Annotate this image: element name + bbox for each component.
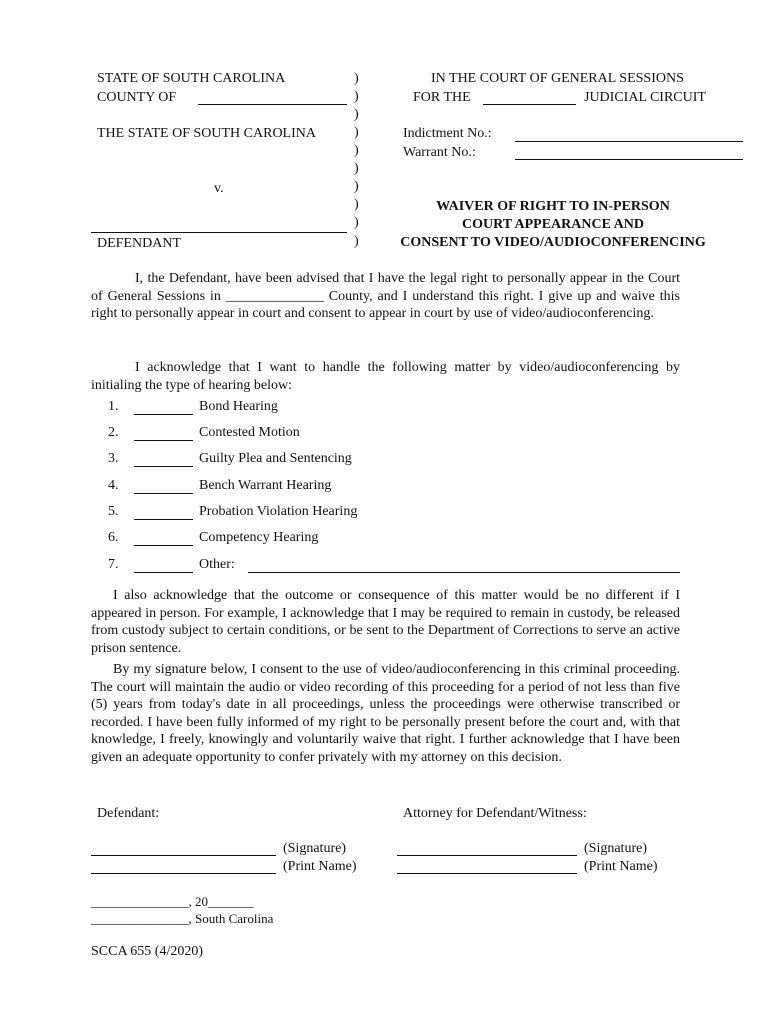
signature-caption: (Signature) bbox=[283, 841, 346, 856]
place-field[interactable]: _______________, South Carolina bbox=[91, 911, 274, 926]
list-item bbox=[108, 399, 688, 417]
list-item bbox=[108, 425, 688, 443]
defendant-signature-heading: Defendant: bbox=[97, 806, 160, 821]
list-item bbox=[108, 530, 688, 548]
attorney-print-name-field[interactable] bbox=[397, 873, 577, 874]
paren: ) bbox=[354, 71, 359, 86]
item-number: 4. bbox=[108, 478, 119, 493]
circuit-field[interactable] bbox=[483, 104, 576, 105]
item-number: 5. bbox=[108, 504, 119, 519]
paren: ) bbox=[354, 107, 359, 122]
date-field[interactable]: _______________, 20_______ bbox=[91, 894, 254, 909]
hearing-label: Guilty Plea and Sentencing bbox=[199, 451, 352, 466]
paren: ) bbox=[354, 179, 359, 194]
initial-field[interactable] bbox=[134, 519, 193, 520]
defendant-signature-field[interactable] bbox=[91, 855, 276, 856]
paragraph-1-part-a: I, the Defendant, have been advised that I have the legal right to personally appear in the Court of General Sessions in bbox=[91, 271, 680, 304]
paragraph-1-part-b: County, and I understand this right. I give up and waive this right to personally appear in court and consent to appear in court by use of video/audioconferencing. bbox=[91, 288, 680, 322]
paren: ) bbox=[354, 143, 359, 158]
initial-field[interactable] bbox=[134, 414, 193, 415]
hearing-label: Other: bbox=[199, 557, 235, 572]
versus-label: v. bbox=[214, 181, 224, 196]
paragraph-4-text: By my signature below, I consent to the use of video/audioconferencing in this criminal proceeding. The court will maintain the audio or video recording of this proceeding for a period of not less than five (5) years from today's date in all proceedings, unless the proceedings were otherwise transcribed or recorded. I have been fully informed of my right to be personally present before the court and, with that knowledge, I freely, knowingly and voluntarily waive that right. I further acknowledge that I have been given an adequate opportunity to confer privately with my attorney on this decision. bbox=[91, 662, 680, 765]
paren: ) bbox=[354, 89, 359, 104]
initial-field[interactable] bbox=[134, 440, 193, 441]
hearing-label: Contested Motion bbox=[199, 425, 300, 440]
indictment-field[interactable] bbox=[515, 141, 743, 142]
paren: ) bbox=[354, 215, 359, 230]
circuit-label: JUDICIAL CIRCUIT bbox=[584, 90, 706, 105]
title-line-2: COURT APPEARANCE AND bbox=[461, 217, 645, 232]
hearing-label: Bond Hearing bbox=[199, 399, 278, 414]
paren: ) bbox=[354, 234, 359, 249]
hearing-label: Competency Hearing bbox=[199, 530, 319, 545]
other-hearing-field[interactable] bbox=[248, 572, 680, 573]
print-name-caption: (Print Name) bbox=[584, 859, 658, 874]
item-number: 3. bbox=[108, 451, 119, 466]
county-label: COUNTY OF bbox=[97, 90, 177, 105]
initial-field[interactable] bbox=[134, 493, 193, 494]
paragraph-waiver bbox=[91, 270, 680, 323]
print-name-caption: (Print Name) bbox=[283, 859, 357, 874]
state-label: STATE OF SOUTH CAROLINA bbox=[97, 71, 286, 86]
paragraph-consent bbox=[91, 661, 680, 767]
paragraph-2-text: I acknowledge that I want to handle the following matter by video/audioconferencing by initialing the type of hearing below: bbox=[91, 360, 680, 393]
list-item bbox=[108, 451, 688, 469]
form-id: SCCA 655 (4/2020) bbox=[91, 944, 204, 959]
item-number: 6. bbox=[108, 530, 119, 545]
list-item bbox=[108, 504, 688, 522]
paragraph-outcome bbox=[91, 587, 680, 657]
court-name: IN THE COURT OF GENERAL SESSIONS bbox=[431, 71, 684, 86]
paren: ) bbox=[354, 125, 359, 140]
signature-caption: (Signature) bbox=[584, 841, 647, 856]
item-number: 2. bbox=[108, 425, 119, 440]
defendant-name-field[interactable] bbox=[91, 232, 347, 233]
county-field[interactable] bbox=[198, 104, 347, 105]
item-number: 7. bbox=[108, 557, 119, 572]
defendant-label: DEFENDANT bbox=[97, 236, 181, 251]
attorney-signature-field[interactable] bbox=[397, 855, 577, 856]
item-number: 1. bbox=[108, 399, 119, 414]
title-line-1: WAIVER OF RIGHT TO IN-PERSON bbox=[436, 199, 670, 214]
list-item bbox=[108, 478, 688, 496]
initial-field[interactable] bbox=[134, 572, 193, 573]
attorney-signature-heading: Attorney for Defendant/Witness: bbox=[403, 806, 587, 821]
court-for-label: FOR THE bbox=[413, 90, 471, 105]
title-line-3: CONSENT TO VIDEO/AUDIOCONFERENCING bbox=[400, 235, 706, 250]
warrant-label: Warrant No.: bbox=[403, 145, 476, 160]
plaintiff-label: THE STATE OF SOUTH CAROLINA bbox=[97, 126, 316, 141]
initial-field[interactable] bbox=[134, 545, 193, 546]
hearing-label: Bench Warrant Hearing bbox=[199, 478, 332, 493]
hearing-label: Probation Violation Hearing bbox=[199, 504, 358, 519]
paragraph-3-text: I also acknowledge that the outcome or consequence of this matter would be no different if I appeared in person. For example, I acknowledge that I may be required to remain in custody, be released from custody subject to certain conditions, or be sent to the Department of Corrections to serve an active prison sentence. bbox=[91, 588, 680, 656]
indictment-label: Indictment No.: bbox=[403, 126, 492, 141]
paragraph-acknowledge bbox=[91, 359, 680, 394]
list-item bbox=[108, 557, 688, 575]
paren: ) bbox=[354, 161, 359, 176]
defendant-print-name-field[interactable] bbox=[91, 873, 276, 874]
county-blank[interactable]: ______________ bbox=[225, 288, 324, 304]
warrant-field[interactable] bbox=[515, 159, 743, 160]
paren: ) bbox=[354, 197, 359, 212]
initial-field[interactable] bbox=[134, 466, 193, 467]
